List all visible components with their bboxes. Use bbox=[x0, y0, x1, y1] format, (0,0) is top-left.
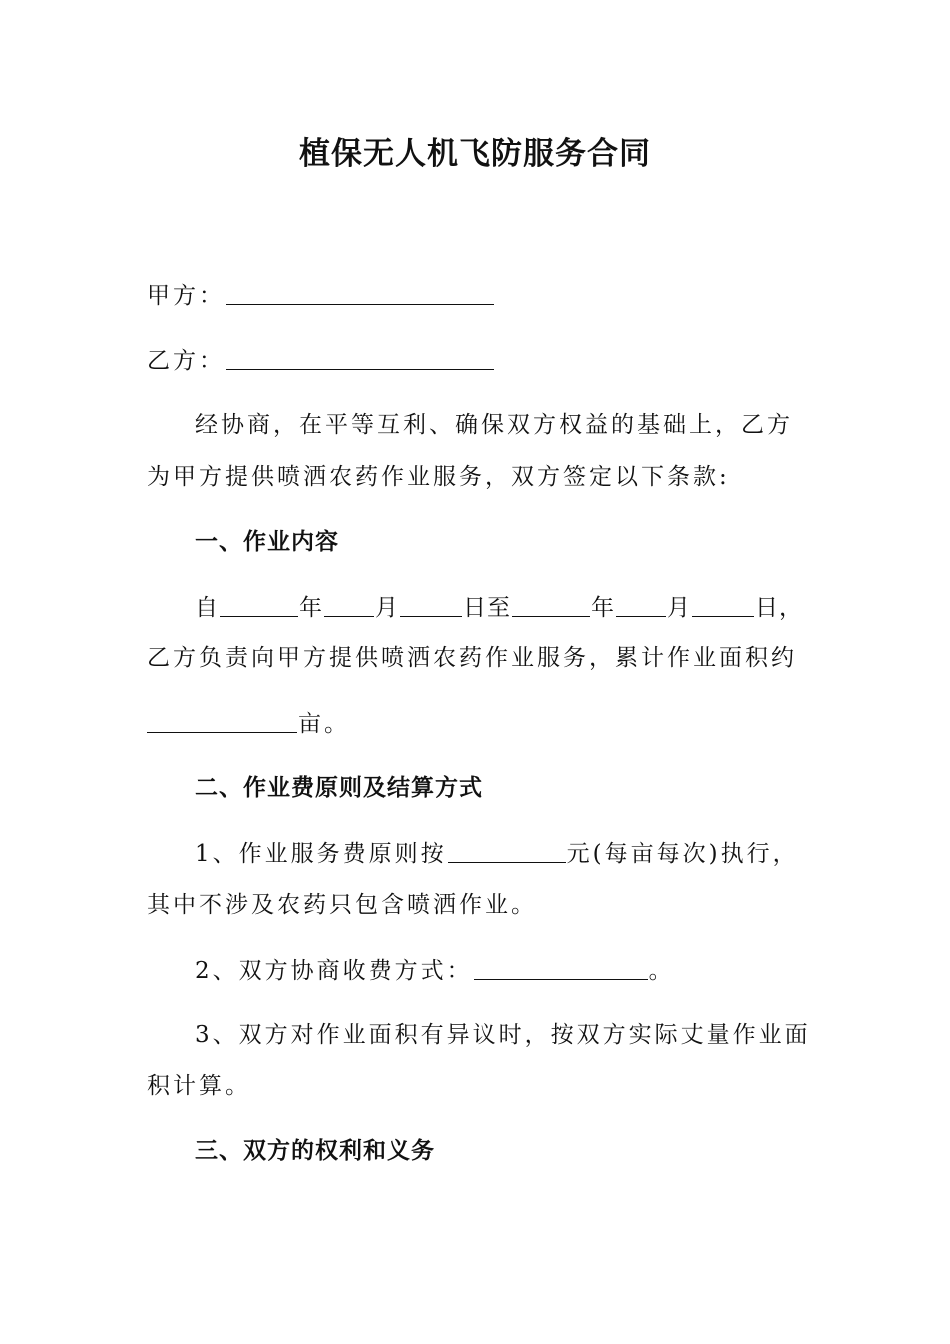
start-day-blank[interactable] bbox=[400, 592, 462, 617]
party-a-line bbox=[147, 280, 495, 311]
item-2-prefix: 2、双方协商收费方式： bbox=[195, 958, 473, 984]
section-2-item-1 bbox=[195, 838, 799, 869]
section-1-area-line bbox=[147, 708, 350, 739]
start-month-blank[interactable] bbox=[324, 592, 374, 617]
month-label-1: 月 bbox=[375, 595, 399, 621]
party-b-label: 乙方： bbox=[147, 348, 225, 374]
payment-method-blank[interactable] bbox=[474, 955, 648, 980]
party-a-label: 甲方： bbox=[147, 283, 225, 309]
area-blank[interactable] bbox=[147, 708, 297, 733]
party-b-blank[interactable] bbox=[226, 345, 494, 370]
end-day-blank[interactable] bbox=[692, 592, 754, 617]
section-2-item-2 bbox=[195, 955, 675, 986]
area-unit: 亩。 bbox=[298, 711, 350, 737]
period-from-label: 自 bbox=[195, 595, 219, 621]
item-1-prefix: 1、作业服务费原则按 bbox=[195, 841, 447, 867]
party-b-line bbox=[147, 345, 495, 376]
fee-blank[interactable] bbox=[448, 838, 566, 863]
year-label-1: 年 bbox=[299, 595, 323, 621]
party-a-blank[interactable] bbox=[226, 280, 494, 305]
section-1-heading: 一、作业内容 bbox=[195, 528, 339, 555]
item-2-suffix: 。 bbox=[648, 958, 675, 984]
end-month-blank[interactable] bbox=[616, 592, 666, 617]
day-label-2: 日， bbox=[755, 595, 803, 621]
document-title: 植保无人机飞防服务合同 bbox=[299, 136, 651, 172]
start-year-blank[interactable] bbox=[220, 592, 298, 617]
section-2-item-3: 3、双方对作业面积有异议时，按双方实际丈量作业面 bbox=[195, 1022, 811, 1048]
section-1-period-line bbox=[195, 592, 803, 623]
section-2-item-1-line-2: 其中不涉及农药只包含喷洒作业。 bbox=[147, 892, 537, 918]
day-to-label: 日至 bbox=[463, 595, 511, 621]
month-label-2: 月 bbox=[667, 595, 691, 621]
section-2-item-3-line-2: 积计算。 bbox=[147, 1073, 251, 1099]
item-1-suffix: 元(每亩每次)执行， bbox=[566, 841, 799, 867]
year-label-2: 年 bbox=[591, 595, 615, 621]
intro-line-2: 为甲方提供喷洒农药作业服务，双方签定以下条款: bbox=[147, 464, 730, 490]
section-1-line-2: 乙方负责向甲方提供喷洒农药作业服务，累计作业面积约 bbox=[147, 645, 797, 671]
intro-line-1: 经协商，在平等互利、确保双方权益的基础上，乙方 bbox=[195, 412, 793, 438]
end-year-blank[interactable] bbox=[512, 592, 590, 617]
section-3-heading: 三、双方的权利和义务 bbox=[195, 1137, 435, 1164]
section-2-heading: 二、作业费原则及结算方式 bbox=[195, 774, 483, 801]
